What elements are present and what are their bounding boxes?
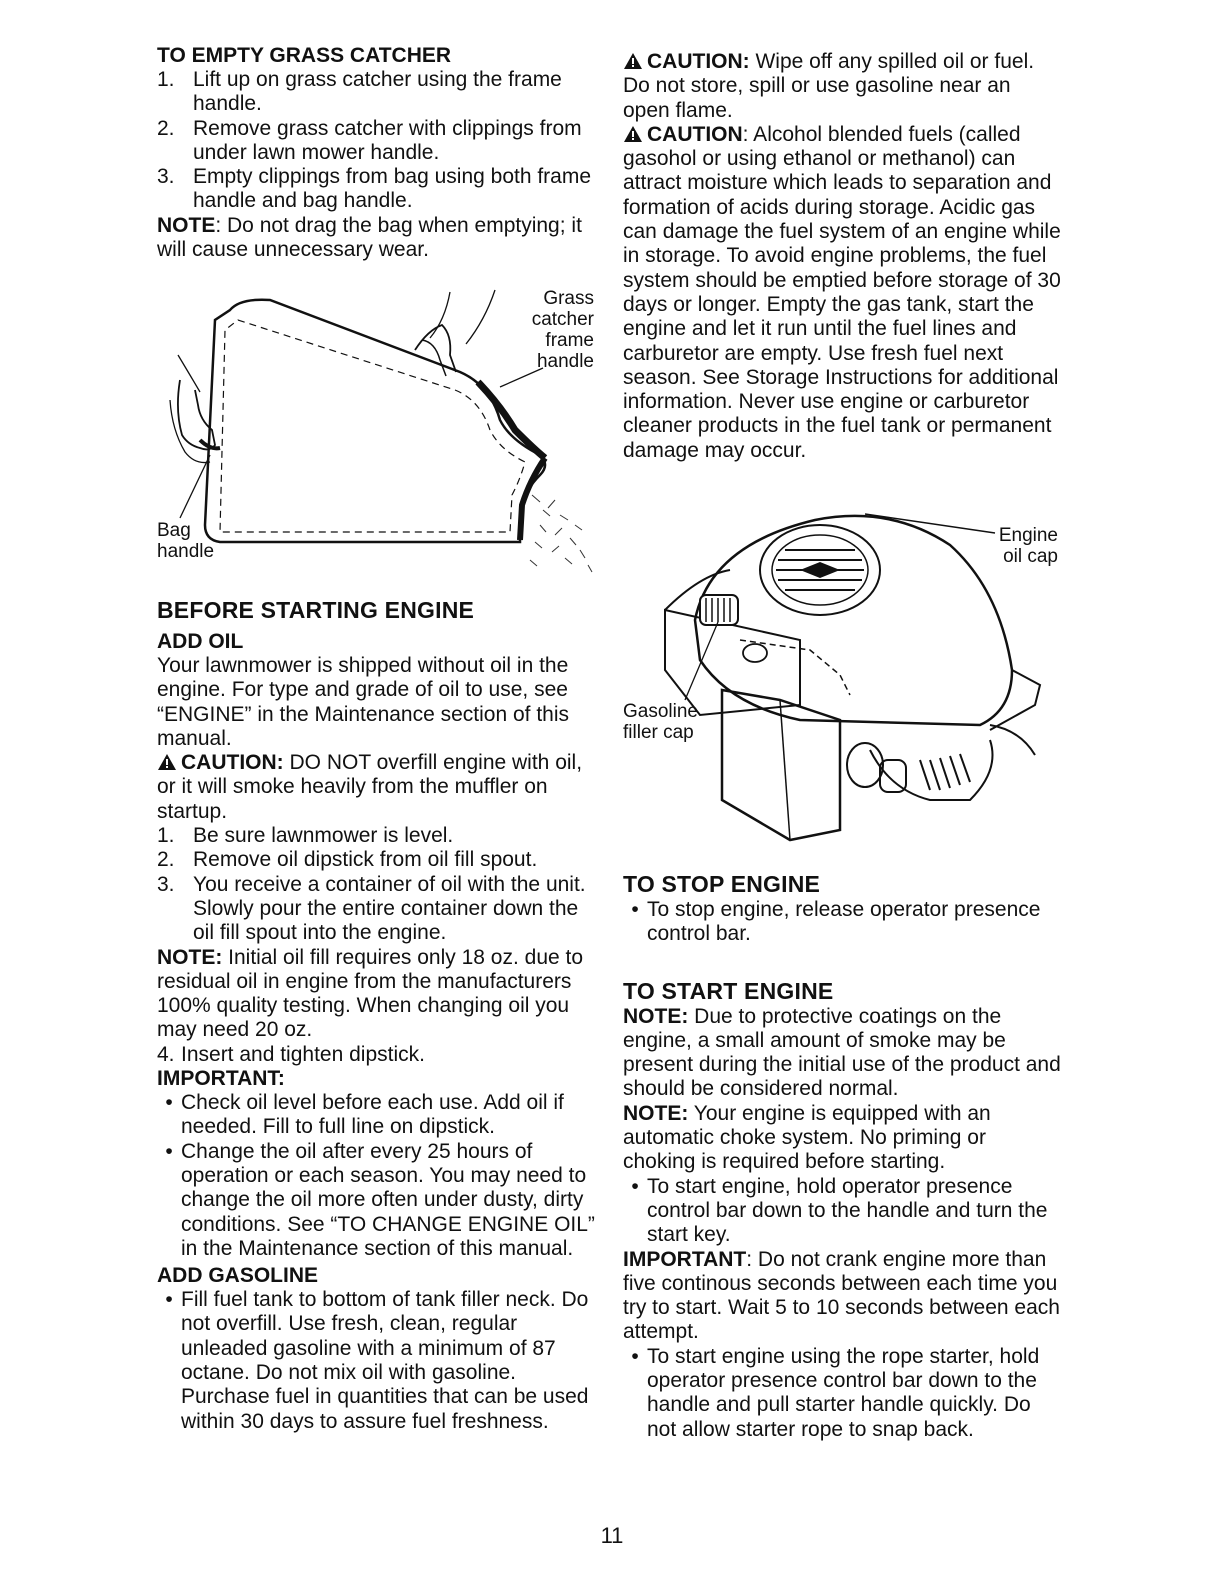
add-oil-intro: Your lawnmower is shipped without oil in the engine. For type and grade of oil to use, see “ENGINE” in the Maintenance section of this manual. [157, 654, 570, 750]
gasoline-filler-cap-label: Gasoline filler cap [623, 701, 698, 743]
bullet-icon: • [165, 1139, 173, 1163]
empty-catcher-title: TO EMPTY GRASS CATCHER [157, 44, 452, 67]
list-item: 3. You receive a container of oil with the unit. Slowly pour the entire container down the oil fill spout into the engine. [157, 872, 586, 945]
add-gasoline-list [157, 1288, 597, 1434]
add-oil-important-label: IMPORTANT: [157, 1067, 285, 1091]
fuel-caution-2: CAUTION: Alcohol blended fuels (called gasohol or using ethanol or methanol) can attract moisture which leads to separation and formation of acids during storage. Acidic gas can damage the fuel system of an engine while in storage. To avoid engine problems, the fuel system should be emptied before storage of 30 days or longer. Empty the gas tank, start the engine and let it run until the fuel lines and carburetor are empty. Use fresh fuel next season. See Storage Instructions for additional information. Never use engine or carburetor cleaner products in the fuel tank or permanent damage may occur. [623, 122, 1061, 462]
bag-handle-label: Bag handle [157, 520, 215, 562]
start-engine-title: TO START ENGINE [623, 977, 834, 1004]
left-column [157, 44, 597, 262]
add-oil-important-list [157, 1091, 597, 1261]
right-column [623, 50, 1063, 463]
list-item: 2. Remove grass catcher with clippings from under lawn mower handle. [157, 116, 582, 164]
list-item: 4. Insert and tighten dipstick. [157, 1042, 425, 1066]
empty-catcher-steps [157, 68, 597, 214]
stop-engine-list [623, 898, 1063, 947]
bullet-icon: • [631, 1174, 639, 1198]
add-gasoline-title: ADD GASOLINE [157, 1264, 319, 1288]
list-item: • Check oil level before each use. Add oil if needed. Fill to full line on dipstick. [157, 1091, 597, 1140]
stop-engine-title: TO STOP ENGINE [623, 871, 821, 897]
list-item: • To stop engine, release operator presence control bar. [623, 898, 1063, 947]
page-number: 11 [600, 1523, 624, 1548]
list-item: • Change the oil after every 25 hours of operation or each season. You may need to change the oil more often under dusty, dirty conditions. See “TO CHANGE ENGINE OIL” in the Maintenance section of this manual. [157, 1140, 597, 1261]
frame-handle-label: Grass catcher frame handle [531, 288, 594, 372]
warning-icon [157, 753, 177, 771]
list-item: 1. Be sure lawnmower is level. [157, 824, 454, 848]
warning-icon [623, 125, 643, 143]
empty-catcher-note: NOTE: Do not drag the bag when emptying; it will cause unnecessary wear. [157, 213, 582, 262]
bullet-icon: • [631, 898, 639, 921]
add-oil-note: NOTE: Initial oil fill requires only 18 oz. due to residual oil in engine from the manufacturers 100% quality testing. When changing oil you may need 20 oz. [157, 945, 584, 1042]
bullet-icon: • [165, 1091, 173, 1115]
list-item: • To start engine using the rope starter, hold operator presence control bar down to the handle and pull starter handle quickly. Do not allow starter rope to snap back. [623, 1345, 1063, 1442]
list-item: • To start engine, hold operator presence control bar down to the handle and turn the start key. [623, 1175, 1063, 1248]
list-item: 3. Empty clippings from bag using both frame handle and bag handle. [157, 165, 592, 213]
add-oil-caution: CAUTION: DO NOT overfill engine with oil, or it will smoke heavily from the muffler on startup. [157, 751, 583, 823]
list-item: • Fill fuel tank to bottom of tank filler neck. Do not overfill. Use fresh, clean, regular unleaded gasoline with a minimum of 87 octane. Do not mix oil with gasoline. Purchase fuel in quantities that can be used within 30 days to assure fuel freshness. [157, 1288, 597, 1434]
start-engine-note-1: NOTE: Due to protective coatings on the engine, a small amount of smoke may be present during the initial use of the product and should be considered normal. [623, 1004, 1061, 1101]
bullet-icon: • [631, 1344, 639, 1368]
before-starting-title: BEFORE STARTING ENGINE [157, 597, 475, 623]
list-item: 1. Lift up on grass catcher using the frame handle. [157, 68, 562, 116]
add-oil-steps [157, 824, 597, 945]
engine-oil-cap-label: Engine oil cap [998, 525, 1058, 567]
start-engine-important: IMPORTANT: Do not crank engine more than five continous seconds between each time you try to start. Wait 5 to 10 seconds between each attempt. [623, 1247, 1060, 1344]
list-item: 2. Remove oil dipstick from oil fill spout. [157, 848, 538, 872]
bullet-icon: • [165, 1288, 173, 1312]
add-oil-title: ADD OIL [157, 630, 244, 653]
fuel-caution-1: CAUTION: Wipe off any spilled oil or fuel. Do not store, spill or use gasoline near an open flame. [623, 50, 1035, 122]
before-starting-section [157, 596, 597, 1434]
start-engine-note-2: NOTE: Your engine is equipped with an automatic choke system. No priming or choking is required before starting. [623, 1101, 991, 1174]
stop-start-section [623, 870, 1063, 1442]
warning-icon [623, 52, 643, 70]
